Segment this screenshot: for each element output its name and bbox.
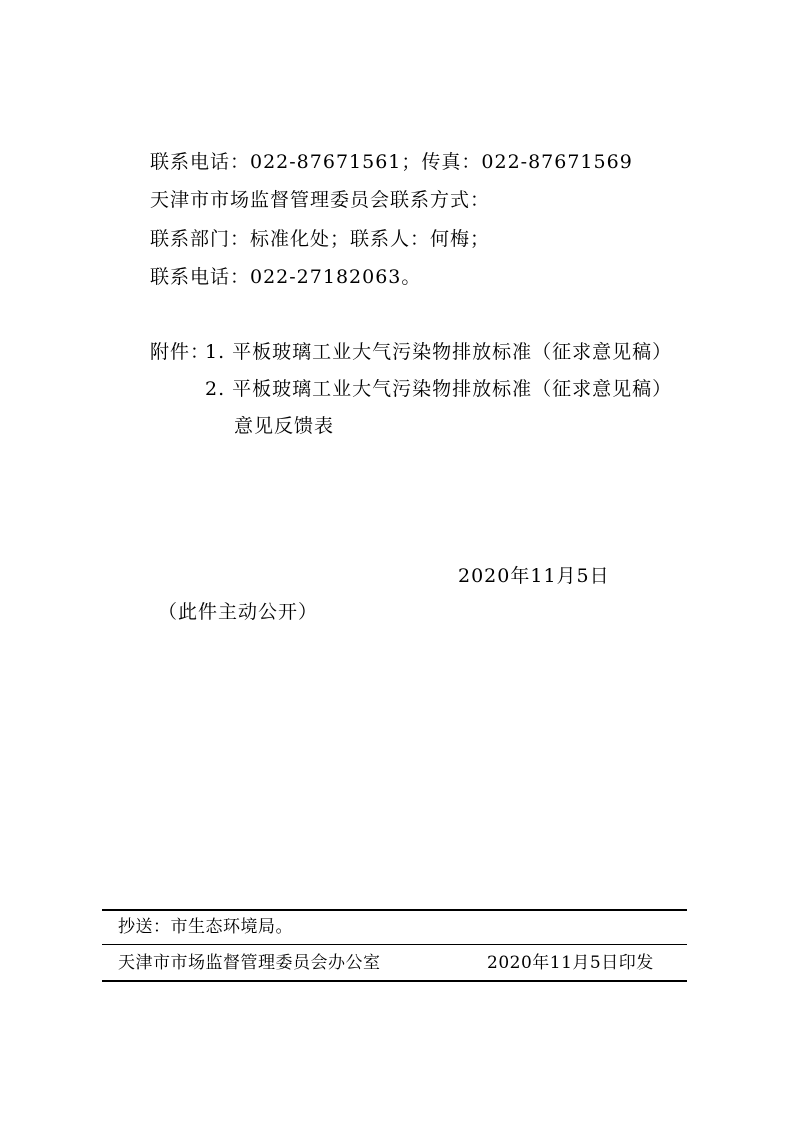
document-date: 2020年11月5日	[458, 565, 610, 587]
attachment-item-1: 1. 平板玻璃工业大气污染物排放标准（征求意见稿）	[205, 341, 673, 363]
footer-bottom-rule	[102, 980, 687, 982]
footer-print-date: 2020年11月5日印发	[487, 953, 654, 973]
contact-phone: 联系电话：022-27182063。	[150, 266, 422, 288]
footer-issuer: 天津市市场监督管理委员会办公室	[118, 953, 381, 973]
attachment-item-2-continued: 意见反馈表	[234, 415, 335, 437]
contact-org-heading: 天津市市场监督管理委员会联系方式：	[150, 189, 491, 211]
footer-cc: 抄送：市生态环境局。	[118, 917, 293, 937]
contact-phone-fax: 联系电话：022-87671561；传真：022-87671569	[150, 151, 633, 173]
attachment-item-2: 2. 平板玻璃工业大气污染物排放标准（征求意见稿）	[205, 378, 673, 400]
footer-top-rule	[102, 909, 687, 911]
contact-department: 联系部门：标准化处；联系人：何梅；	[150, 228, 491, 250]
disclosure-note: （此件主动公开）	[158, 601, 319, 623]
footer-middle-rule	[102, 944, 687, 945]
attachment-label: 附件：	[150, 341, 211, 363]
